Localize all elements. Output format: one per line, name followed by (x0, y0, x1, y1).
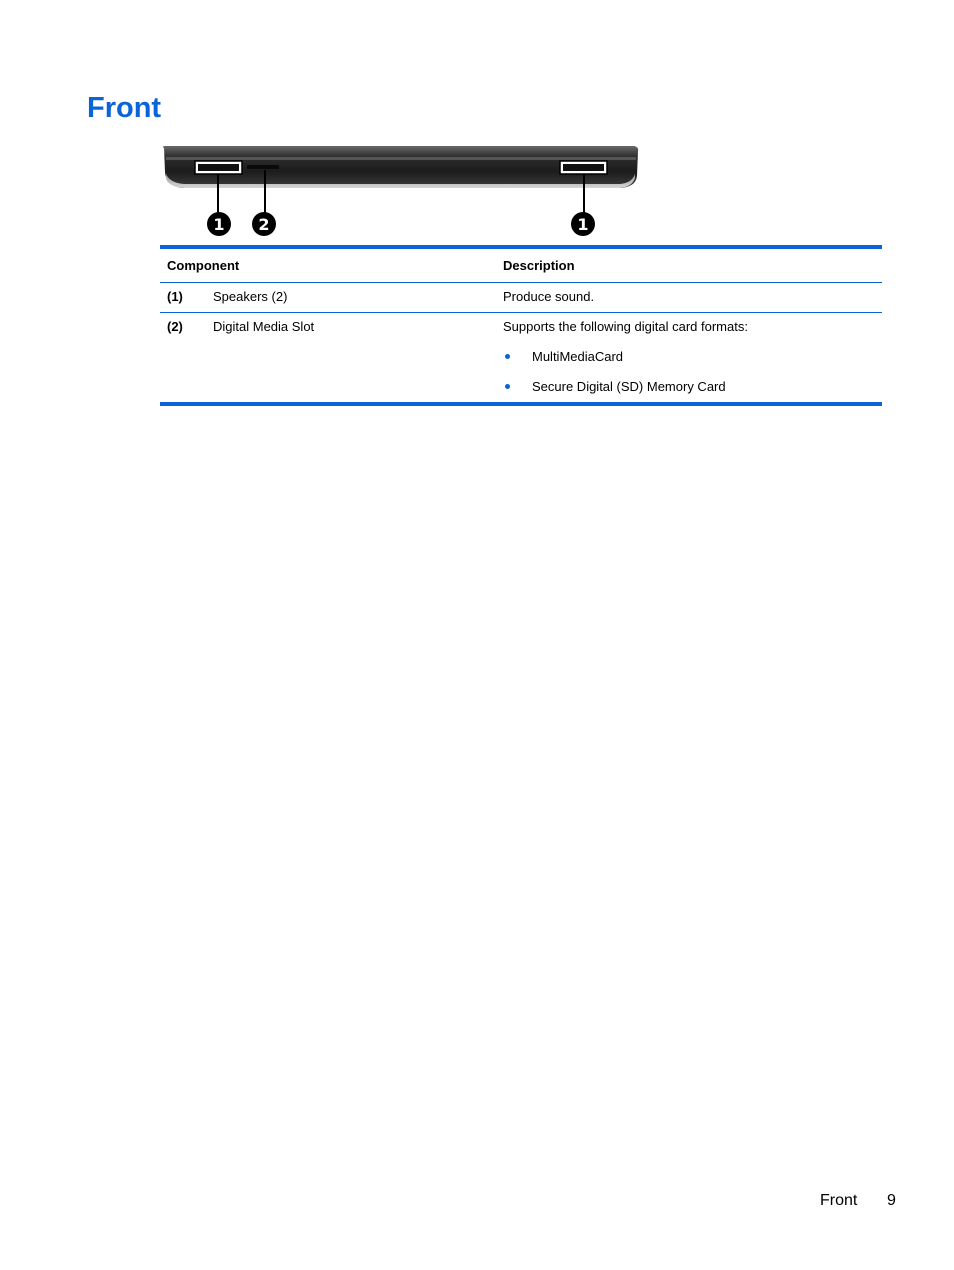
table-row (160, 283, 882, 313)
callout-label: 1 (213, 215, 225, 234)
footer-page-number: 9 (887, 1192, 896, 1209)
laptop-front-illustration (160, 142, 650, 242)
speaker-right (560, 161, 607, 174)
component-number: (1) (160, 283, 206, 313)
footer-section-label: Front (820, 1192, 858, 1209)
component-description: Supports the following digital card formats: (503, 319, 748, 334)
component-header: Component (160, 247, 496, 283)
callout-1-left (207, 212, 231, 236)
component-description-cell (496, 313, 882, 405)
bullet-icon (505, 354, 510, 359)
description-header: Description (496, 247, 882, 283)
list-item-label: MultiMediaCard (532, 349, 624, 364)
table-row (160, 313, 882, 405)
callout-label: 1 (577, 215, 589, 234)
list-item (503, 379, 876, 395)
callout-2 (252, 212, 276, 236)
component-name: Speakers (2) (206, 283, 496, 313)
table-header-row (160, 247, 882, 283)
page-title: Front (87, 92, 162, 124)
digital-media-slot (247, 165, 279, 169)
callout-label: 2 (258, 215, 270, 234)
component-table (160, 245, 882, 406)
bullet-icon (505, 384, 510, 389)
callout-1-right (571, 212, 595, 236)
list-item (503, 349, 876, 365)
component-description: Produce sound. (496, 283, 882, 313)
component-number: (2) (160, 313, 206, 405)
card-format-list (503, 349, 876, 395)
speaker-left (195, 161, 242, 174)
list-item-label: Secure Digital (SD) Memory Card (532, 379, 726, 394)
component-name: Digital Media Slot (206, 313, 496, 405)
